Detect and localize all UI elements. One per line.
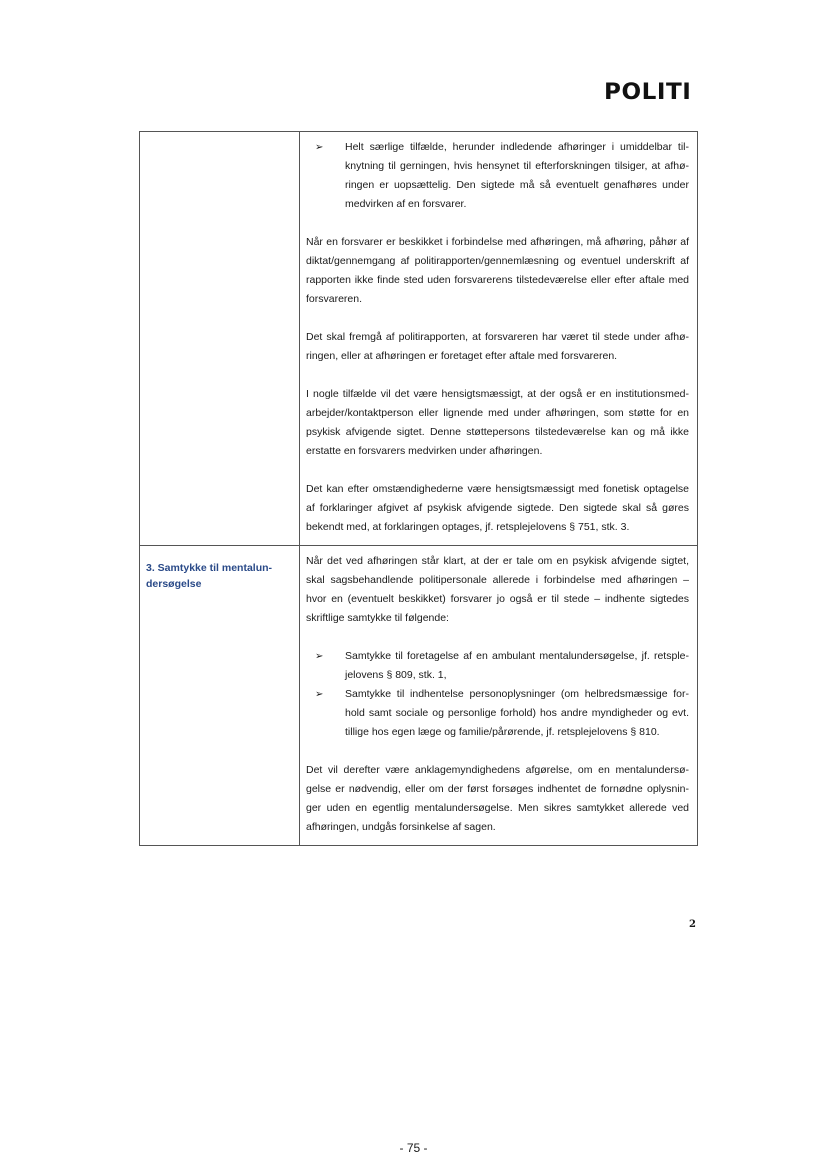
list-item: ➢ Samtykke til foretagelse af en ambulant mentalundersøgelse, jf. retsple-jelovens § 809, stk. 1, [306, 647, 689, 685]
paragraph: Det skal fremgå af politirapporten, at forsvareren har været til stede under afhø-ringen, eller at afhøringen er foretaget efter aftale med forsvareren. [306, 331, 689, 362]
guideline-table [139, 131, 698, 846]
bullet-list [306, 647, 689, 742]
paragraph: I nogle tilfælde vil det være hensigtsmæssigt, at der også er en institutionsmed-arbejder/kontaktperson eller lignende med under afhøringen, som støtte for en psykisk afvigende sigtet. Denne støttepersons tilstedeværelse kan og må ikke erstatte en forsvarers medvirken under afhøringen. [306, 388, 689, 457]
politi-logo: POLITI [604, 80, 692, 105]
arrow-bullet-icon: ➢ [315, 142, 324, 153]
right-cell [300, 546, 698, 846]
bullet-list [306, 138, 689, 214]
footnote-number: 2 [689, 919, 696, 930]
left-cell-empty [140, 132, 300, 546]
paragraph: Når det ved afhøringen står klart, at der er tale om en psykisk afvigende sigtet, skal sagsbehandlende politipersonale allerede i forbindelse med afhøringen – hvor en (eventuelt beskikket) forsvarer jo også er til stede – indhente sigtedes skriftlige samtykke til følgende: [306, 555, 689, 624]
left-cell [140, 546, 300, 846]
paragraph: Det vil derefter være anklagemyndighedens afgørelse, om en mentalundersø-gelse er nødvendig, eller om der først forsøges indhentet de fornødne oplysnin-ger uden en egentlig mentalundersøgelse. Men sikres samtykket allerede ved afhøringen, undgås forsinkelse af sagen. [306, 764, 689, 833]
paragraph: Når en forsvarer er beskikket i forbindelse med afhøringen, må afhøring, påhør af diktat/gennemgang af politirapporten/gennemlæsning og eventuel underskrift af rapporten ikke finde sted uden forsvarerens tilstedeværelse eller efter aftale med forsvareren. [306, 236, 689, 305]
table-row [140, 132, 698, 546]
page-number: - 75 - [399, 1141, 428, 1155]
paragraph: Det kan efter omstændighederne være hensigtsmæssigt med fonetisk optagelse af forklaringer afgivet af psykisk afvigende sigtede. Den sigtede skal så gøres bekendt med, at forklaringen optages, jf. retsplejelovens § 751, stk. 3. [306, 483, 689, 533]
list-item: ➢ Samtykke til indhentelse personoplysninger (om helbredsmæssige for-hold samt sociale og personlige forhold) hos andre myndigheder og evt. tillige hos egen læge og familie/pårørende, jf. retsplejelovens § 810. [306, 685, 689, 742]
list-item: ➢ Helt særlige tilfælde, herunder indledende afhøringer i umiddelbar til-knytning til gerningen, hvis hensynet til efterforskningen tilsiger, at afhø-ringen er uopsættelig. Den sigtede må så eventuelt genafhøres under medvirken af en forsvarer. [306, 138, 689, 214]
right-cell [300, 132, 698, 546]
arrow-bullet-icon: ➢ [315, 651, 324, 662]
table-row [140, 546, 698, 846]
arrow-bullet-icon: ➢ [315, 689, 324, 700]
section-title: 3. Samtykke til mentalun-dersøgelse [146, 562, 273, 590]
